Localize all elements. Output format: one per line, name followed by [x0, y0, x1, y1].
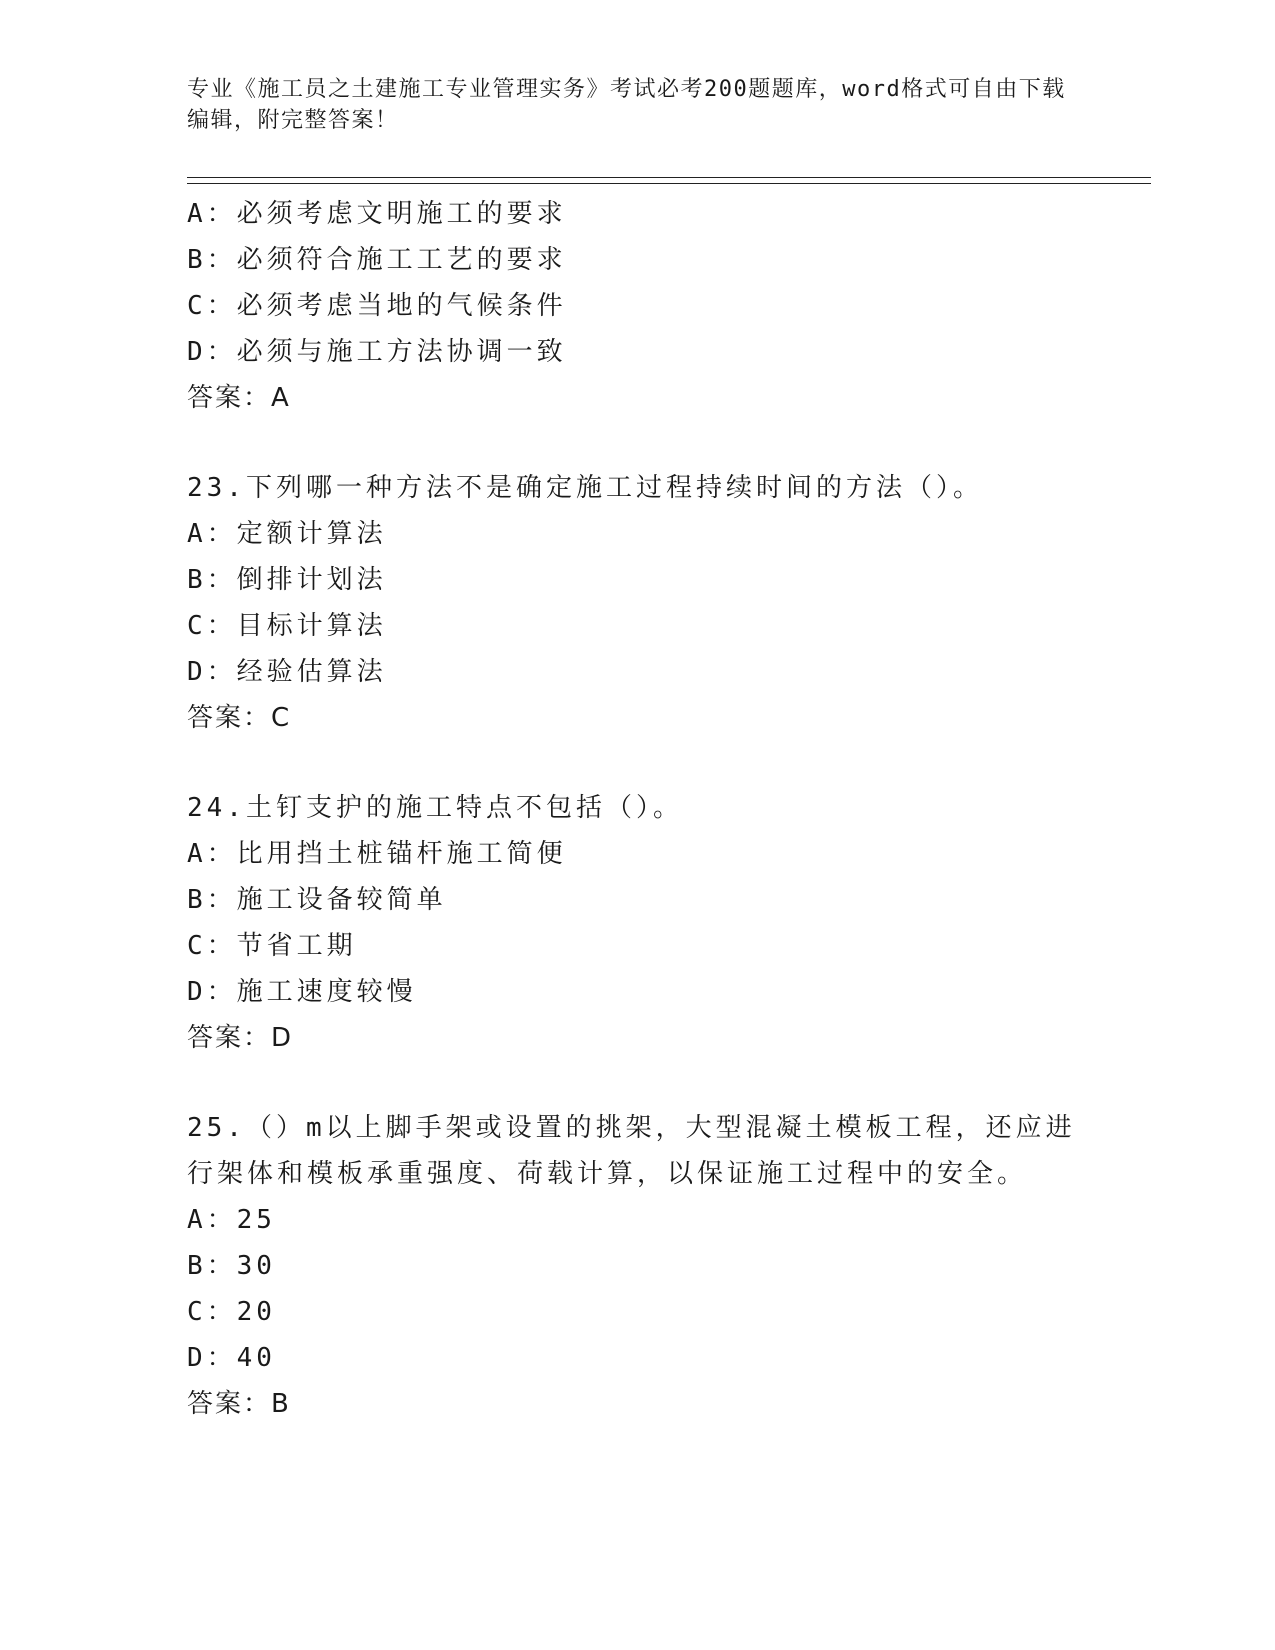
header-divider-top [187, 177, 1151, 178]
question-block-24 [187, 785, 1137, 1061]
option-b: B：30 [187, 1251, 276, 1281]
answer-line: 答案：A [187, 383, 291, 413]
question-block-22 [187, 191, 1137, 421]
option-c: C：目标计算法 [187, 611, 387, 641]
header-divider-bottom [187, 183, 1151, 184]
answer-line: 答案：D [187, 1023, 294, 1053]
option-b: B：倒排计划法 [187, 565, 387, 595]
answer-line: 答案：C [187, 703, 292, 733]
option-b: B：施工设备较简单 [187, 885, 447, 915]
question-stem: 23.下列哪一种方法不是确定施工过程持续时间的方法（）。 [187, 473, 983, 503]
option-c: C：节省工期 [187, 931, 357, 961]
question-stem: 24.土钉支护的施工特点不包括（）。 [187, 793, 683, 823]
spacer [187, 421, 1137, 465]
question-list [187, 191, 1137, 1427]
question-block-23 [187, 465, 1137, 741]
option-a: A：必须考虑文明施工的要求 [187, 199, 567, 229]
question-stem: 25.（）m以上脚手架或设置的挑架，大型混凝土模板工程，还应进行架体和模板承重强度、荷载计算，以保证施工过程中的安全。 [187, 1113, 1076, 1189]
option-c: C：必须考虑当地的气候条件 [187, 291, 567, 321]
option-a: A：比用挡土桩锚杆施工简便 [187, 839, 567, 869]
option-c: C：20 [187, 1297, 276, 1327]
option-a: A：25 [187, 1205, 276, 1235]
answer-line: 答案：B [187, 1389, 291, 1419]
spacer [187, 741, 1137, 785]
option-d: D：40 [187, 1343, 276, 1373]
document-header: 专业《施工员之土建施工专业管理实务》考试必考200题题库，word格式可自由下载编辑，附完整答案！ [187, 77, 1066, 133]
option-d: D：施工速度较慢 [187, 977, 417, 1007]
question-block-25 [187, 1105, 1137, 1427]
option-a: A：定额计算法 [187, 519, 387, 549]
option-d: D：经验估算法 [187, 657, 387, 687]
option-b: B：必须符合施工工艺的要求 [187, 245, 567, 275]
option-d: D：必须与施工方法协调一致 [187, 337, 567, 367]
spacer [187, 1061, 1137, 1105]
